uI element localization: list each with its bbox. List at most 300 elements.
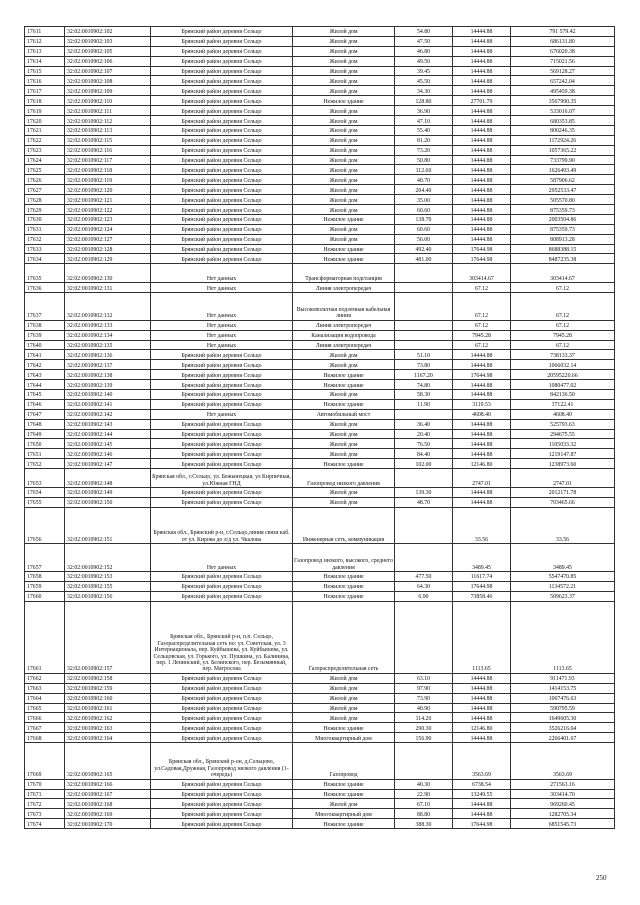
cell-id: 17667 xyxy=(25,723,65,733)
cell-rate: 14444.88 xyxy=(453,389,511,399)
cell-area: 35.00 xyxy=(395,195,453,205)
cell-type: Жилой дом xyxy=(293,419,395,429)
cell-id: 17662 xyxy=(25,673,65,683)
cell-cadastral: 32:02:0010902:133 xyxy=(65,320,151,330)
cell-type: Жилой дом xyxy=(293,155,395,165)
cell-type: Жилой дом xyxy=(293,125,395,135)
cell-area: 481.00 xyxy=(395,254,453,264)
cell-id: 17621 xyxy=(25,125,65,135)
table-row xyxy=(25,449,615,459)
table-row xyxy=(25,544,615,572)
cell-area: 67.10 xyxy=(395,799,453,809)
cell-id: 17640 xyxy=(25,340,65,350)
cell-cadastral: 32:02:0010902:144 xyxy=(65,429,151,439)
cell-cadastral: 32:02:0010902:142 xyxy=(65,409,151,419)
cell-cadastral: 32:02:0010902:167 xyxy=(65,789,151,799)
cell-type: Линия электропередач xyxy=(293,283,395,293)
cell-address: Нет данных xyxy=(151,264,293,283)
cell-value: 1238973.60 xyxy=(511,459,615,469)
cell-area xyxy=(395,293,453,321)
cell-type: Нежилое здание xyxy=(293,723,395,733)
table-row xyxy=(25,66,615,76)
cell-address: Брянский район деревня Сельцо xyxy=(151,175,293,185)
cell-id: 17629 xyxy=(25,205,65,215)
cell-rate: 17644.98 xyxy=(453,370,511,380)
cell-rate: 12146.80 xyxy=(453,723,511,733)
cell-address: Брянский район деревня Сельцо xyxy=(151,459,293,469)
cell-area: 112.60 xyxy=(395,165,453,175)
cell-area: 102.00 xyxy=(395,459,453,469)
table-row xyxy=(25,330,615,340)
cell-cadastral: 32:02:0010902:116 xyxy=(65,145,151,155)
cell-type: Нежилое здание xyxy=(293,571,395,581)
cell-type: Нежилое здание xyxy=(293,581,395,591)
table-row xyxy=(25,713,615,723)
cell-type: Автомобильный мост xyxy=(293,409,395,419)
cell-id: 17634 xyxy=(25,254,65,264)
cell-rate: 14444.88 xyxy=(453,135,511,145)
table-row xyxy=(25,254,615,264)
cell-rate: 14444.88 xyxy=(453,487,511,497)
document-sheet xyxy=(24,26,614,829)
cell-area: 49.50 xyxy=(395,56,453,66)
cell-rate: 14444.88 xyxy=(453,27,511,37)
table-row xyxy=(25,487,615,497)
cell-area: 76.50 xyxy=(395,439,453,449)
cell-id: 17637 xyxy=(25,293,65,321)
cell-value: 2747.01 xyxy=(511,469,615,488)
cell-rate: 3489.45 xyxy=(453,544,511,572)
cell-area: 55.40 xyxy=(395,125,453,135)
cell-area xyxy=(395,507,453,544)
cell-rate: 7945.28 xyxy=(453,330,511,340)
cell-type: Жилой дом xyxy=(293,36,395,46)
table-row xyxy=(25,234,615,244)
cell-rate: 14444.88 xyxy=(453,205,511,215)
cell-value: 808913.28 xyxy=(511,234,615,244)
cell-id: 17651 xyxy=(25,449,65,459)
cell-value: 1626493.49 xyxy=(511,165,615,175)
cell-rate: 14444.88 xyxy=(453,116,511,126)
cell-value: 569128.27 xyxy=(511,66,615,76)
cell-type: Жилой дом xyxy=(293,145,395,155)
cell-type: Жилой дом xyxy=(293,27,395,37)
cell-area: 128.80 xyxy=(395,96,453,106)
table-row xyxy=(25,224,615,234)
cell-type: Инженерная сеть, коммуникация xyxy=(293,507,395,544)
cell-id: 17658 xyxy=(25,571,65,581)
cell-area: 81.20 xyxy=(395,135,453,145)
cell-area: 56.00 xyxy=(395,234,453,244)
cell-type: Жилой дом xyxy=(293,693,395,703)
cell-address: Брянский район деревня Сельцо xyxy=(151,360,293,370)
cell-area: 39.45 xyxy=(395,66,453,76)
cell-area: 156.90 xyxy=(395,733,453,743)
cell-value: 791 579.42 xyxy=(511,27,615,37)
cell-value: 1219147.87 xyxy=(511,449,615,459)
cell-area xyxy=(395,601,453,673)
cell-type: Жилой дом xyxy=(293,713,395,723)
cell-id: 17666 xyxy=(25,713,65,723)
cell-address: Брянский район деревня Сельцо xyxy=(151,106,293,116)
cell-address: Брянский район деревня Сельцо xyxy=(151,713,293,723)
cell-value: 5547470.85 xyxy=(511,571,615,581)
table-row xyxy=(25,733,615,743)
table-row xyxy=(25,799,615,809)
cell-type: Многоквартирный дом xyxy=(293,809,395,819)
cell-id: 17631 xyxy=(25,224,65,234)
cell-area: 40.90 xyxy=(395,703,453,713)
table-row xyxy=(25,185,615,195)
cell-address: Нет данных xyxy=(151,320,293,330)
cell-address: Брянская обл., Брянский р-н, п.п. Сельцо, Газораспределительная сеть по: ул. Советская, ул. 3 Интернационала, пер. Куйбышева, ул. Куйбышева, ул. Сельцовская, ул. Горького, ул. Пушкина, ул. Калинина, пер. 1 Ленинский, ул. Белинского, пер. Безымянный, пер. Матросова xyxy=(151,601,293,673)
cell-id: 17627 xyxy=(25,185,65,195)
cell-address: Брянский район деревня Сельцо xyxy=(151,819,293,829)
cell-id: 17643 xyxy=(25,370,65,380)
cell-value: 1105033.32 xyxy=(511,439,615,449)
cell-area: 47.50 xyxy=(395,36,453,46)
cell-area: 63.10 xyxy=(395,673,453,683)
cell-area: 46.80 xyxy=(395,46,453,56)
cell-type: Жилой дом xyxy=(293,439,395,449)
cell-value: 738133.37 xyxy=(511,350,615,360)
cell-cadastral: 32:02:0010902:139 xyxy=(65,380,151,390)
cell-value: 20595220.66 xyxy=(511,370,615,380)
table-row xyxy=(25,693,615,703)
cell-type: Жилой дом xyxy=(293,429,395,439)
cell-cadastral: 32:02:0010902:128 xyxy=(65,244,151,254)
cell-id: 17649 xyxy=(25,429,65,439)
cell-area xyxy=(395,320,453,330)
table-row xyxy=(25,27,615,37)
cell-value: 733799.90 xyxy=(511,155,615,165)
table-row xyxy=(25,571,615,581)
cell-address: Брянский район деревня Сельцо xyxy=(151,581,293,591)
cell-rate: 14444.88 xyxy=(453,224,511,234)
cell-address: Брянский район деревня Сельцо xyxy=(151,205,293,215)
cell-id: 17614 xyxy=(25,56,65,66)
cell-address: Брянский район деревня Сельцо xyxy=(151,96,293,106)
cell-area: 50.80 xyxy=(395,155,453,165)
cell-id: 17625 xyxy=(25,165,65,175)
table-row xyxy=(25,36,615,46)
cell-cadastral: 32:02:0010902:138 xyxy=(65,370,151,380)
cell-rate: 14444.88 xyxy=(453,66,511,76)
table-body xyxy=(25,27,615,829)
table-row xyxy=(25,56,615,66)
cell-id: 17630 xyxy=(25,214,65,224)
cell-type: Канализация водопровода xyxy=(293,330,395,340)
cell-id: 17619 xyxy=(25,106,65,116)
cell-id: 17657 xyxy=(25,544,65,572)
cell-type: Жилой дом xyxy=(293,487,395,497)
table-row xyxy=(25,703,615,713)
cell-area xyxy=(395,283,453,293)
cell-address: Брянский район деревня Сельцо xyxy=(151,86,293,96)
cell-type: Газопровод низкого, высокого, среднего давления xyxy=(293,544,395,572)
cell-id: 17672 xyxy=(25,799,65,809)
cell-address: Нет данных xyxy=(151,340,293,350)
page-number: 250 xyxy=(596,874,607,882)
cell-area: 73.20 xyxy=(395,145,453,155)
table-row xyxy=(25,175,615,185)
cell-type: Газораспределительная сеть xyxy=(293,601,395,673)
cell-type: Высоковольтная подземная кабельная линия xyxy=(293,293,395,321)
cell-address: Нет данных xyxy=(151,330,293,340)
table-row xyxy=(25,743,615,780)
table-row xyxy=(25,76,615,86)
cell-address: Брянский район деревня Сельцо xyxy=(151,673,293,683)
cell-value: 2003504.86 xyxy=(511,214,615,224)
cell-rate: 14444.88 xyxy=(453,429,511,439)
cell-type: Многоквартирный дом xyxy=(293,733,395,743)
table-row xyxy=(25,819,615,829)
cell-area: 34.30 xyxy=(395,86,453,96)
cell-value: 969260.45 xyxy=(511,799,615,809)
cell-value: 587906.62 xyxy=(511,175,615,185)
cell-address: Брянский район деревня Сельцо xyxy=(151,789,293,799)
cell-cadastral: 32:02:0010902:108 xyxy=(65,76,151,86)
cell-area xyxy=(395,330,453,340)
cell-rate: 1113.65 xyxy=(453,601,511,673)
cell-area: 139.30 xyxy=(395,487,453,497)
cell-address: Брянский район деревня Сельцо xyxy=(151,439,293,449)
cell-cadastral: 32:02:0010902:162 xyxy=(65,713,151,723)
cell-cadastral: 32:02:0010902:122 xyxy=(65,205,151,215)
cell-rate: 14444.88 xyxy=(453,350,511,360)
cell-rate: 3119.53 xyxy=(453,399,511,409)
cell-area: 20.40 xyxy=(395,429,453,439)
cell-area: 60.60 xyxy=(395,224,453,234)
cell-type: Жилой дом xyxy=(293,46,395,56)
cell-value: 1113.65 xyxy=(511,601,615,673)
cell-address: Брянский район деревня Сельцо xyxy=(151,125,293,135)
cell-address: Брянский район деревня Сельцо xyxy=(151,733,293,743)
cell-address: Брянский район деревня Сельцо xyxy=(151,66,293,76)
cell-cadastral: 32:02:0010902:145 xyxy=(65,439,151,449)
table-row xyxy=(25,507,615,544)
cell-address: Брянский район деревня Сельцо xyxy=(151,809,293,819)
cell-value: 495459.38 xyxy=(511,86,615,96)
cell-address: Брянский район деревня Сельцо xyxy=(151,135,293,145)
cell-address: Брянский район деревня Сельцо xyxy=(151,419,293,429)
cell-cadastral: 32:02:0010902:160 xyxy=(65,693,151,703)
cell-address: Брянский район деревня Сельцо xyxy=(151,779,293,789)
table-row xyxy=(25,601,615,673)
cell-cadastral: 32:02:0010902:148 xyxy=(65,469,151,488)
cell-value: 67.12 xyxy=(511,283,615,293)
cell-id: 17671 xyxy=(25,789,65,799)
cell-address: Брянский район деревня Сельцо xyxy=(151,155,293,165)
cell-id: 17654 xyxy=(25,487,65,497)
cell-value: 1067476.63 xyxy=(511,693,615,703)
cell-value: 715021.56 xyxy=(511,56,615,66)
cell-rate: 14444.88 xyxy=(453,185,511,195)
cell-value: 875359.73 xyxy=(511,224,615,234)
cell-type: Жилой дом xyxy=(293,66,395,76)
cell-value: 1066032.14 xyxy=(511,360,615,370)
table-row xyxy=(25,459,615,469)
cell-area: 290.30 xyxy=(395,723,453,733)
cell-id: 17618 xyxy=(25,96,65,106)
table-row xyxy=(25,86,615,96)
cell-value: 7945.28 xyxy=(511,330,615,340)
cell-cadastral: 32:02:0010902:165 xyxy=(65,743,151,780)
table-row xyxy=(25,723,615,733)
cell-rate: 27701.79 xyxy=(453,96,511,106)
cell-rate: 14444.88 xyxy=(453,36,511,46)
cell-rate: 6738.54 xyxy=(453,779,511,789)
cell-type: Нежилое здание xyxy=(293,591,395,601)
cell-value: 67.12 xyxy=(511,340,615,350)
cell-cadastral: 32:02:0010902:156 xyxy=(65,591,151,601)
cell-cadastral: 32:02:0010902:146 xyxy=(65,449,151,459)
cell-area: 74.80 xyxy=(395,380,453,390)
cell-id: 17645 xyxy=(25,389,65,399)
cell-cadastral: 32:02:0010902:120 xyxy=(65,185,151,195)
cell-type: Нежилое здание xyxy=(293,380,395,390)
cell-id: 17611 xyxy=(25,27,65,37)
cell-address: Брянский район деревня Сельцо xyxy=(151,145,293,155)
cell-area: 492.40 xyxy=(395,244,453,254)
cell-value: 676020.38 xyxy=(511,46,615,56)
cell-id: 17674 xyxy=(25,819,65,829)
cell-value: 1172924.26 xyxy=(511,135,615,145)
table-row xyxy=(25,389,615,399)
cell-type: Жилой дом xyxy=(293,224,395,234)
cell-cadastral: 32:02:0010902:166 xyxy=(65,779,151,789)
cell-rate: 14444.88 xyxy=(453,165,511,175)
cell-id: 17644 xyxy=(25,380,65,390)
cell-area: 477.50 xyxy=(395,571,453,581)
cell-address: Брянский район деревня Сельцо xyxy=(151,195,293,205)
cell-cadastral: 32:02:0010902:111 xyxy=(65,106,151,116)
cell-value: 303414.67 xyxy=(511,264,615,283)
cell-type: Жилой дом xyxy=(293,799,395,809)
cell-id: 17647 xyxy=(25,409,65,419)
cell-id: 17668 xyxy=(25,733,65,743)
cell-type: Жилой дом xyxy=(293,175,395,185)
cell-rate: 14444.88 xyxy=(453,497,511,507)
cell-cadastral: 32:02:0010902:102 xyxy=(65,27,151,37)
cell-cadastral: 32:02:0010902:131 xyxy=(65,283,151,293)
cell-address: Нет данных xyxy=(151,293,293,321)
cell-cadastral: 32:02:0010902:123 xyxy=(65,214,151,224)
cell-address: Нет данных xyxy=(151,409,293,419)
cell-type: Нежилое здание xyxy=(293,244,395,254)
cell-id: 17670 xyxy=(25,779,65,789)
cell-cadastral: 32:02:0010902:109 xyxy=(65,86,151,96)
cell-value: 294675.55 xyxy=(511,429,615,439)
cell-type: Жилой дом xyxy=(293,185,395,195)
cell-rate: 14444.88 xyxy=(453,703,511,713)
cell-id: 17623 xyxy=(25,145,65,155)
cell-value: 2266401.67 xyxy=(511,733,615,743)
cell-address: Брянский район деревня Сельцо xyxy=(151,234,293,244)
cell-area: 36.90 xyxy=(395,106,453,116)
table-row xyxy=(25,283,615,293)
cell-id: 17642 xyxy=(25,360,65,370)
cell-value: 703465.66 xyxy=(511,497,615,507)
table-row xyxy=(25,205,615,215)
cell-rate: 14444.88 xyxy=(453,673,511,683)
cell-id: 17624 xyxy=(25,155,65,165)
cell-value: 590795.59 xyxy=(511,703,615,713)
cell-value: 1080477.02 xyxy=(511,380,615,390)
cell-address: Брянский район деревня Сельцо xyxy=(151,449,293,459)
cell-type: Жилой дом xyxy=(293,360,395,370)
cell-cadastral: 32:02:0010902:164 xyxy=(65,733,151,743)
cell-cadastral: 32:02:0010902:110 xyxy=(65,96,151,106)
cell-cadastral: 32:02:0010902:130 xyxy=(65,264,151,283)
cell-value: 3526216.04 xyxy=(511,723,615,733)
cell-area: 88.80 xyxy=(395,809,453,819)
cell-cadastral: 32:02:0010902:151 xyxy=(65,507,151,544)
cell-rate: 14444.88 xyxy=(453,439,511,449)
cell-id: 17661 xyxy=(25,601,65,673)
cell-cadastral: 32:02:0010902:105 xyxy=(65,46,151,56)
cell-address: Брянский район деревня Сельцо xyxy=(151,116,293,126)
cell-value: 533016.07 xyxy=(511,106,615,116)
cell-cadastral: 32:02:0010902:140 xyxy=(65,389,151,399)
cell-value: 37122.41 xyxy=(511,399,615,409)
cell-rate: 14444.88 xyxy=(453,145,511,155)
cell-value: 1414153.75 xyxy=(511,683,615,693)
cell-area: 114.20 xyxy=(395,713,453,723)
table-row xyxy=(25,581,615,591)
cell-value: 2012171.78 xyxy=(511,487,615,497)
cell-type: Нежилое здание xyxy=(293,819,395,829)
cell-cadastral: 32:02:0010902:107 xyxy=(65,66,151,76)
cell-rate: 14444.88 xyxy=(453,195,511,205)
cell-id: 17646 xyxy=(25,399,65,409)
cell-area: 22.90 xyxy=(395,789,453,799)
table-row xyxy=(25,497,615,507)
cell-address: Брянский район деревня Сельцо xyxy=(151,487,293,497)
cell-cadastral: 32:02:0010902:158 xyxy=(65,673,151,683)
cell-area: 40.70 xyxy=(395,175,453,185)
cell-rate: 17644.98 xyxy=(453,244,511,254)
cell-id: 17615 xyxy=(25,66,65,76)
cell-rate: 11617.74 xyxy=(453,571,511,581)
table-row xyxy=(25,244,615,254)
cell-type: Жилой дом xyxy=(293,116,395,126)
cell-rate: 14444.88 xyxy=(453,76,511,86)
cell-id: 17652 xyxy=(25,459,65,469)
cell-value: 875359.73 xyxy=(511,205,615,215)
cell-type: Жилой дом xyxy=(293,106,395,116)
cell-cadastral: 32:02:0010902:112 xyxy=(65,116,151,126)
cell-address: Брянский район деревня Сельцо xyxy=(151,399,293,409)
cell-value: 686131.80 xyxy=(511,36,615,46)
cell-type: Жилой дом xyxy=(293,350,395,360)
cell-value: 67.12 xyxy=(511,320,615,330)
cell-rate: 14444.88 xyxy=(453,56,511,66)
cell-address: Брянский район деревня Сельцо xyxy=(151,56,293,66)
cell-id: 17633 xyxy=(25,244,65,254)
cell-type: Жилой дом xyxy=(293,56,395,66)
table-row xyxy=(25,789,615,799)
cell-area: 51.10 xyxy=(395,350,453,360)
cell-cadastral: 32:02:0010902:163 xyxy=(65,723,151,733)
cell-value: 800246.35 xyxy=(511,125,615,135)
cell-id: 17632 xyxy=(25,234,65,244)
cell-address: Брянский район деревня Сельцо xyxy=(151,185,293,195)
cell-id: 17653 xyxy=(25,469,65,488)
cell-type: Линия электропередач xyxy=(293,340,395,350)
cell-id: 17656 xyxy=(25,507,65,544)
cell-type: Жилой дом xyxy=(293,205,395,215)
